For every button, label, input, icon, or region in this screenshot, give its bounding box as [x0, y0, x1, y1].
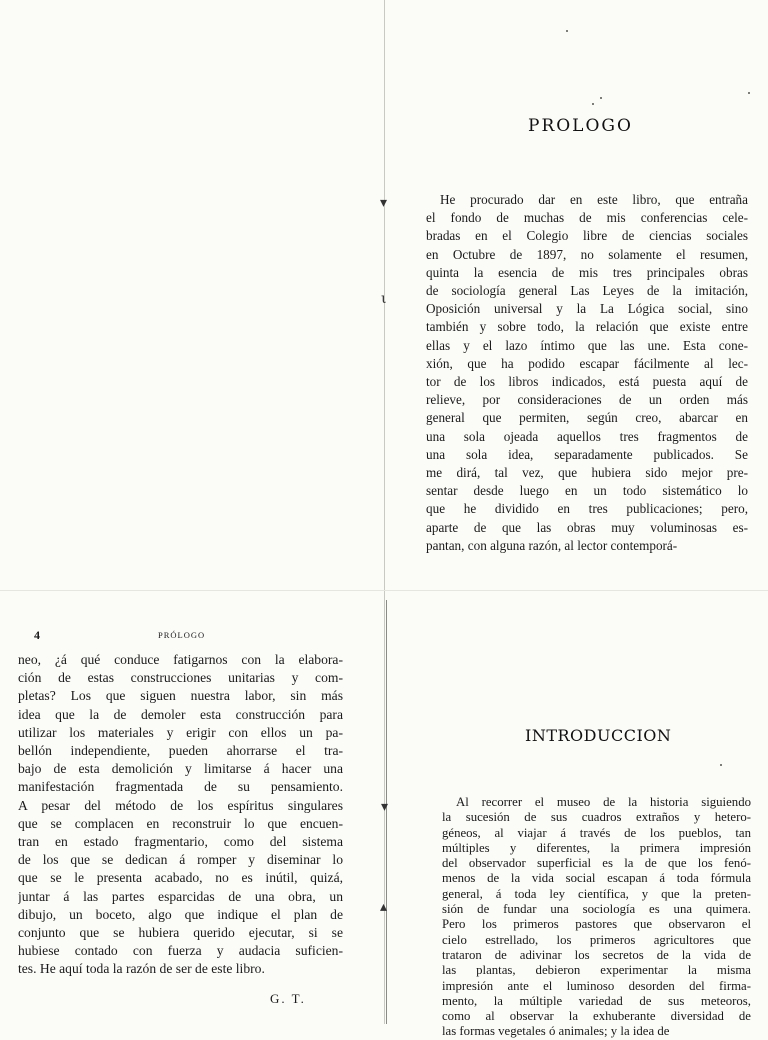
text-line: general que permiten, según creo, abarcar en — [426, 410, 748, 426]
text-line: de sociología general Las Leyes de la imitación, — [426, 283, 748, 299]
introduccion-title: INTRODUCCION — [525, 726, 672, 745]
text-line: pletas? Los que siguen nuestra labor, sin más — [18, 688, 343, 704]
prologo-title: PROLOGO — [528, 116, 633, 136]
page-fold-vertical — [384, 0, 385, 1024]
text-line: sentar desde luego en un todo sistemático lo — [426, 483, 748, 499]
prologo-continuation-body — [18, 651, 343, 979]
text-line: menos de la vida social escapan á toda fórmula — [442, 871, 751, 886]
text-line: que se le presenta acabado, no es inútil, quizá, — [18, 870, 343, 886]
text-line: que se complacen en reconstruir lo que encuen- — [18, 815, 343, 831]
text-line: las formas vegetales ó animales; y la idea de — [442, 1024, 670, 1039]
scan-speck — [566, 30, 568, 32]
text-line: He procurado dar en este libro, que entraña — [440, 192, 748, 207]
scan-speck — [600, 97, 602, 99]
text-line: hubiese contado con fuerza y audacia suficien- — [18, 943, 343, 959]
text-line: relieve, por consideraciones de un orden más — [426, 392, 748, 408]
margin-mark: ▾ — [380, 195, 388, 211]
text-line: bajo de esta demolición y limitarse á hacer una — [18, 761, 343, 777]
text-line: me dirá, tal vez, que hubiera sido mejor pre- — [426, 465, 748, 481]
text-line: Al recorrer el museo de la historia siguiendo — [456, 795, 751, 809]
running-head: PRÓLOGO — [158, 630, 206, 640]
text-line: impresión ante el luminoso desorden del firma- — [442, 978, 751, 993]
text-line: A pesar del método de los espíritus singulares — [18, 797, 343, 813]
text-line: manifestación fragmentada de su pensamiento. — [18, 779, 343, 795]
text-line: géneos, al viajar á través de los pueblos, tan — [442, 825, 751, 840]
text-line: pantan, con alguna razón, al lector contemporá- — [426, 537, 678, 553]
text-line: del observador superficial es la de que los fenó- — [442, 856, 751, 871]
text-line: mento, la múltiple variedad de sus meteoros, — [442, 993, 751, 1008]
text-line: ellas y el lazo íntimo que las une. Esta cone- — [426, 337, 748, 353]
text-line: como al observar la exhuberante diversidad de — [442, 1009, 751, 1024]
margin-mark: ▾ — [381, 799, 389, 815]
text-line: bradas en el Colegio libre de ciencias sociales — [426, 228, 748, 244]
text-line: cielo estrellado, los primeros agricultores que — [442, 932, 751, 947]
author-signature: G. T. — [270, 991, 306, 1006]
text-line: las plantas, debieron experimentar la misma — [442, 963, 751, 978]
text-line: en Octubre de 1897, no solamente el resumen, — [426, 246, 748, 262]
text-line: múltiples y diferentes, la primera impresión — [442, 840, 751, 855]
introduccion-body — [442, 795, 751, 1040]
text-line: el fondo de muchas de mis conferencias cele- — [426, 210, 748, 226]
text-line: idea que la de demoler esta construcción para — [18, 706, 343, 722]
text-line: quinta la esencia de mis tres principales obras — [426, 264, 748, 280]
page-fold-horizontal — [0, 590, 768, 591]
prologo-body — [426, 191, 748, 555]
text-line: juntar á las partes esparcidas de una obra, un — [18, 888, 343, 904]
text-line: sión de fundar una sociología es una quimera. — [442, 902, 751, 917]
text-line: bellón independiente, pueden ahorrarse el tra- — [18, 743, 343, 759]
page-number: 4 — [34, 628, 40, 642]
text-line: una sola ojeada aquellos tres fragmentos de — [426, 428, 748, 444]
text-line: también y sobre todo, la relación que existe entre — [426, 319, 748, 335]
text-line: tran en estado fragmentario, como del sistema — [18, 834, 343, 850]
text-line: la sucesión de sus cuadros extraños y hetero- — [442, 810, 751, 825]
text-line: utilizar los materiales y erigir con ellos un pa- — [18, 724, 343, 740]
text-line: una sola idea, separadamente publicados. Se — [426, 446, 748, 462]
text-line: xión, que ha podido escapar fácilmente al lec- — [426, 355, 748, 371]
margin-mark: ι — [381, 291, 387, 307]
margin-mark: ▴ — [380, 899, 388, 915]
scan-speck — [748, 92, 750, 94]
text-line: trataron de adivinar los secretos de la vida de — [442, 947, 751, 962]
text-line: Pero los primeros pastores que observaron el — [442, 917, 751, 932]
text-line: ción de estas construcciones unitarias y com- — [18, 670, 343, 686]
text-line: de los que se dedican á romper y diseminar lo — [18, 852, 343, 868]
text-line: general, á toda ley científica, y que la preten- — [442, 886, 751, 901]
scan-speck — [592, 103, 594, 105]
text-line: tor de los libros indicados, está puesta aquí de — [426, 374, 748, 390]
text-line: Oposición universal y la La Lógica social, sino — [426, 301, 748, 317]
text-line: tes. He aquí toda la razón de ser de este libro. — [18, 961, 265, 977]
scan-speck — [720, 764, 722, 766]
text-line: aparte de que las obras muy voluminosas es- — [426, 519, 748, 535]
text-line: neo, ¿á qué conduce fatigarnos con la elabora- — [18, 652, 343, 667]
text-line: conjunto que se hubiera querido ejecutar, si se — [18, 925, 343, 941]
text-line: dibujo, un boceto, algo que indique el plan de — [18, 906, 343, 922]
text-line: que he dividido en tres publicaciones; pero, — [426, 501, 748, 517]
